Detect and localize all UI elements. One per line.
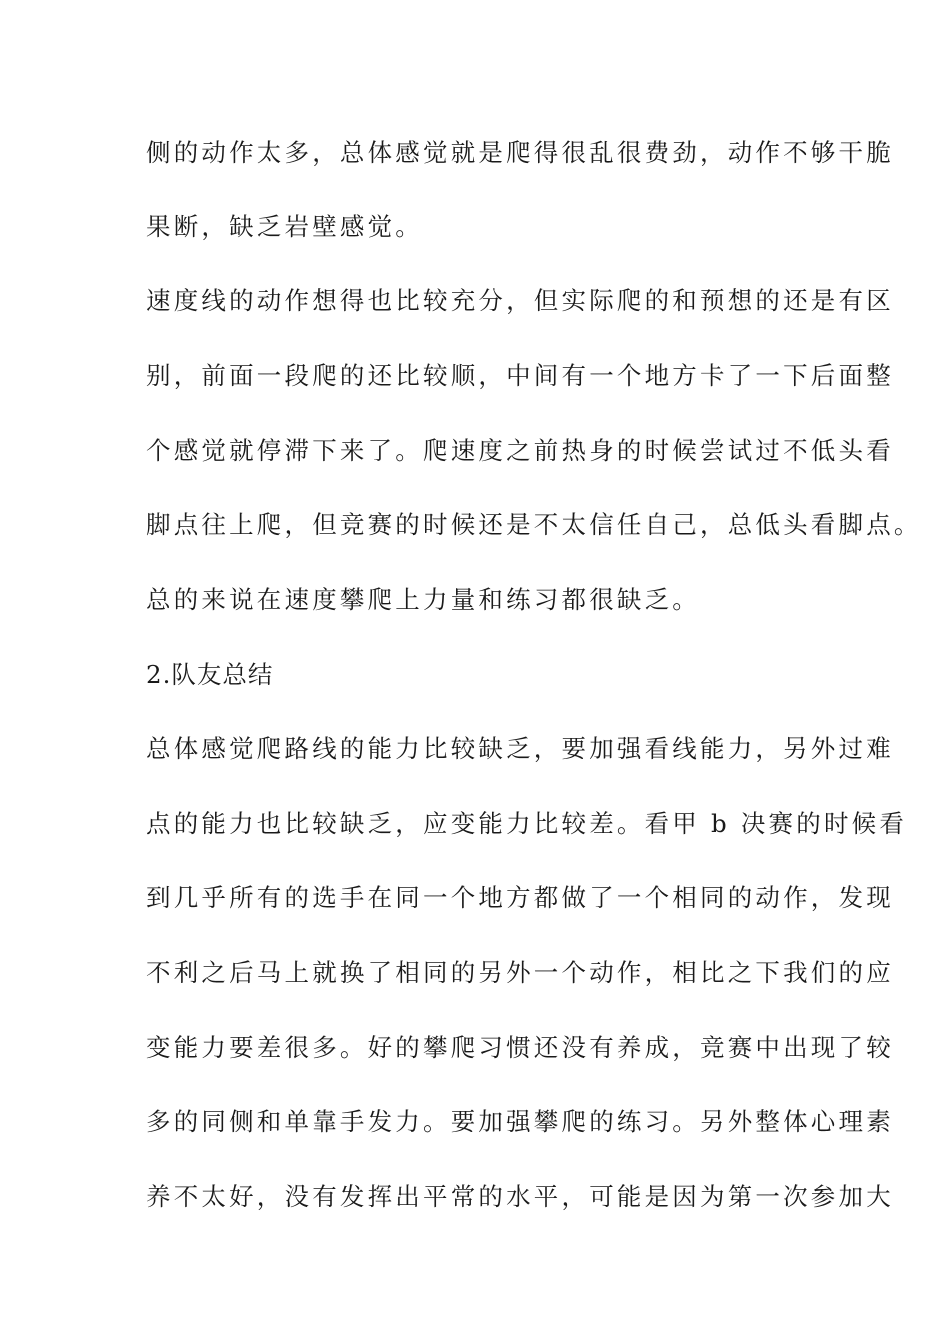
text-line-6: 脚点往上爬，但竞赛的时候还是不太信任自己，总低头看脚点。 [146,510,922,539]
text-line-1: 侧的动作太多，总体感觉就是爬得很乱很费劲，动作不够干脆 [146,138,894,167]
text-line-14: 多的同侧和单靠手发力。要加强攀爬的练习。另外整体心理素 [146,1107,894,1136]
text-line-5: 个感觉就停滞下来了。爬速度之前热身的时候尝试过不低头看 [146,436,894,465]
text-line-2: 果断，缺乏岩壁感觉。 [146,212,423,241]
text-line-15: 养不太好，没有发挥出平常的水平，可能是因为第一次参加大 [146,1182,894,1211]
text-line-4: 别，前面一段爬的还比较顺，中间有一个地方卡了一下后面整 [146,361,894,390]
text-line-11: 到几乎所有的选手在同一个地方都做了一个相同的动作，发现 [146,883,894,912]
text-line-13: 变能力要差很多。好的攀爬习惯还没有养成，竞赛中出现了较 [146,1033,894,1062]
text-line-12: 不利之后马上就换了相同的另外一个动作，相比之下我们的应 [146,958,894,987]
text-line-7: 总的来说在速度攀爬上力量和练习都很缺乏。 [146,585,700,614]
text-line-10: 点的能力也比较缺乏，应变能力比较差。看甲 b 决赛的时候看 [146,809,908,838]
section-heading: 2.队友总结 [146,660,274,689]
text-line-3: 速度线的动作想得也比较充分，但实际爬的和预想的还是有区 [146,286,894,315]
text-line-9: 总体感觉爬路线的能力比较缺乏，要加强看线能力，另外过难 [146,734,894,763]
